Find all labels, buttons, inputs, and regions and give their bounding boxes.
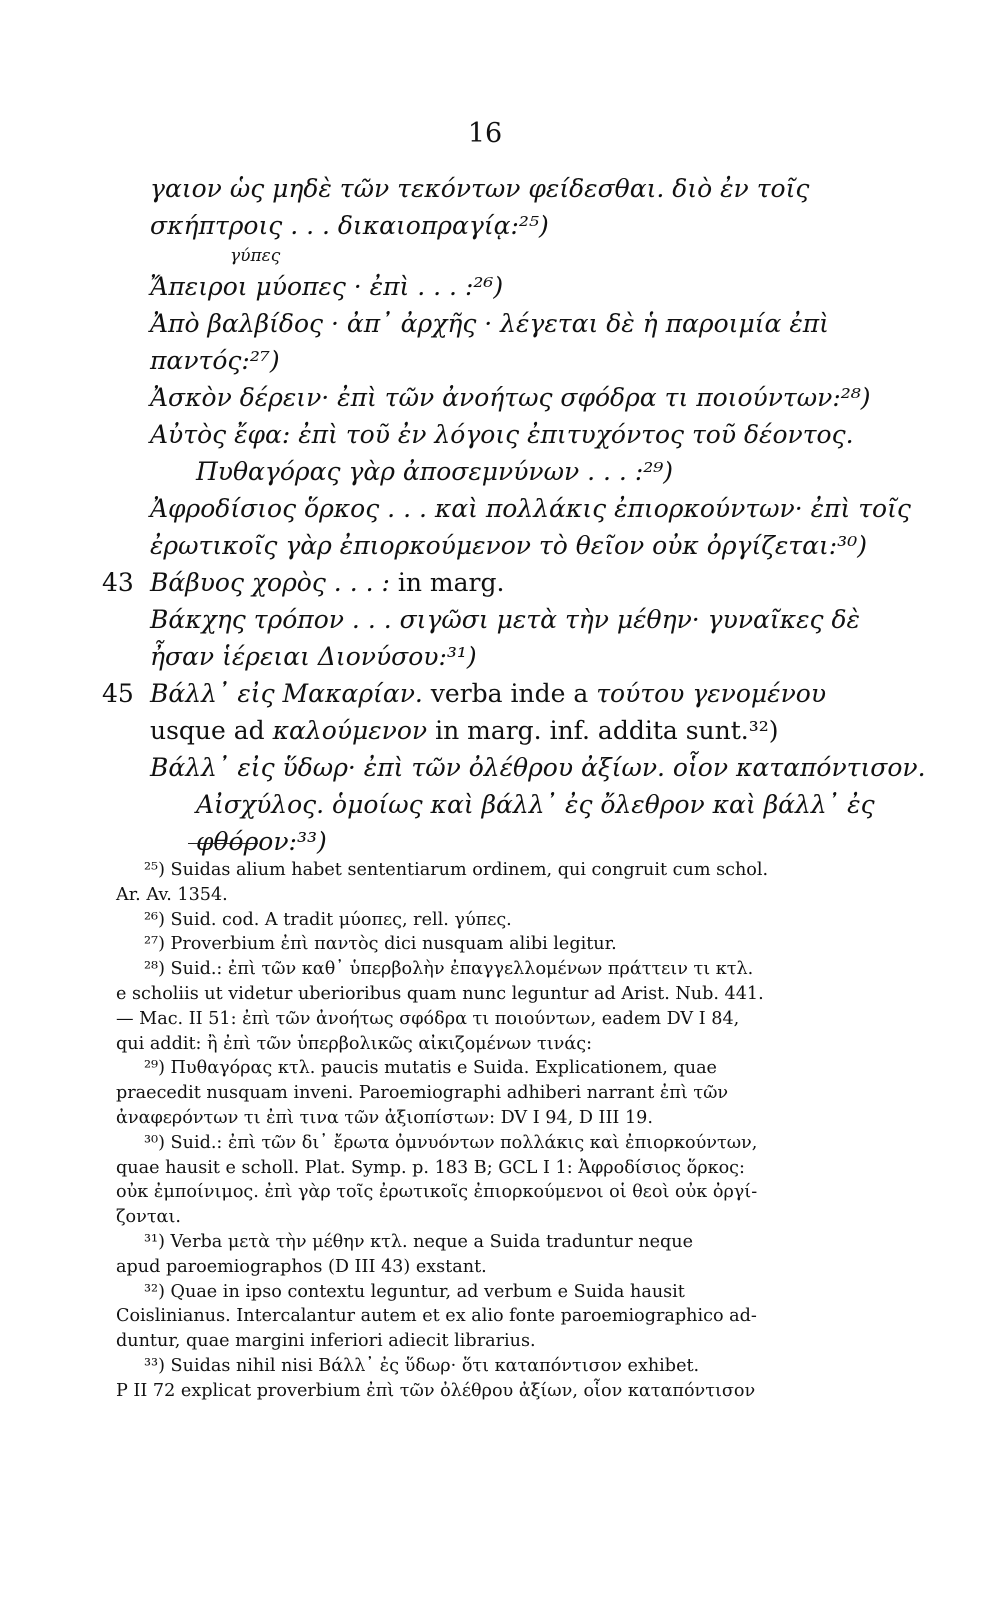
footnote-line: ³⁰) Suid.: ἐπὶ τῶν δι᾿ ἔρωτα ὀμνυόντων πολλάκις καὶ ἐπιορκούντων, xyxy=(144,1132,758,1153)
footnote-line: ²⁹) Πυθαγόρας κτλ. paucis mutatis e Suida. Explicationem, quae xyxy=(144,1058,717,1079)
text-line xyxy=(150,712,860,749)
text-line xyxy=(150,268,860,305)
latin-text: in marg. inf. addita sunt.³²) xyxy=(427,716,779,745)
latin-text: usque ad xyxy=(150,716,273,745)
footnote-line: οὐκ ἐμποίνιμος. ἐπὶ γὰρ τοῖς ἐρωτικοῖς ἐπιορκούμενοι οἱ θεοὶ οὐκ ὀργί- xyxy=(116,1182,758,1203)
greek-text: Πυθαγόρας γὰρ ἀποσεμνύνων . . . :²⁹) xyxy=(196,457,674,486)
greek-text: γύπες xyxy=(230,246,281,266)
greek-text: Ἀπὸ βαλβίδος · ἀπ᾿ ἀρχῆς · λέγεται δὲ ἡ παροιμία ἐπὶ xyxy=(150,309,829,338)
text-line xyxy=(150,342,860,379)
footnote-line: ³³) Suidas nihil nisi Βάλλ᾿ ἐς ὕδωρ· ὅτι καταπόντισον exhibet. xyxy=(144,1355,700,1376)
footnote-line: ζονται. xyxy=(116,1207,181,1228)
text-line xyxy=(150,305,860,342)
greek-text: παντός:²⁷) xyxy=(150,346,280,375)
footnote-line: praecedit nusquam inveni. Paroemiographi adhiberi narrant ἐπὶ τῶν xyxy=(116,1083,729,1104)
text-line xyxy=(150,527,867,564)
text-line xyxy=(150,823,860,860)
latin-text: verba inde a xyxy=(422,679,597,708)
footnote-line: ²⁸) Suid.: ἐπὶ τῶν καθ᾿ ὑπερβολὴν ἐπαγγελλομένων πράττειν τι κτλ. xyxy=(144,959,754,980)
text-line xyxy=(150,786,875,823)
footnote-line: Ar. Av. 1354. xyxy=(116,884,228,905)
text-line xyxy=(150,379,871,416)
text-line xyxy=(102,564,860,601)
greek-text: Αἰσχύλος. ὁμοίως καὶ βάλλ᾿ ἐς ὄλεθρον καὶ βάλλ᾿ ἐς xyxy=(196,790,875,819)
footnote-line: — Mac. II 51: ἐπὶ τῶν ἀνοήτως σφόδρα τι ποιούντων, eadem DV I 84, xyxy=(116,1008,740,1029)
text-line xyxy=(150,244,860,268)
page-number: 16 xyxy=(467,118,503,149)
greek-text: Ἀσκὸν δέρειν· ἐπὶ τῶν ἀνοήτως σφόδρα τι ποιούντων:²⁸) xyxy=(150,383,871,412)
greek-text: Βάκχης τρόπον . . . σιγῶσι μετὰ τὴν μέθην· γυναῖκες δὲ xyxy=(150,605,860,634)
greek-text: ἐρωτικοῖς γὰρ ἐπιορκούμενον τὸ θεῖον οὐκ ὀργίζεται:³⁰) xyxy=(150,531,867,560)
footnote-line: qui addit: ἢ ἐπὶ τῶν ὑπερβολικῶς αἰκιζομένων τινάς: xyxy=(116,1033,593,1054)
text-line xyxy=(150,416,860,453)
footnote-line: Coislinianus. Intercalantur autem et ex alio fonte paroemiographico ad- xyxy=(116,1306,757,1327)
main-text xyxy=(102,170,926,860)
text-line xyxy=(150,207,860,244)
greek-text: σκήπτροις . . . δικαιοπραγίᾳ:²⁵) xyxy=(150,211,549,240)
greek-text: γαιον ὡς μηδὲ τῶν τεκόντων φείδεσθαι. διὸ ἐν τοῖς xyxy=(150,174,810,203)
footnote-line: ²⁵) Suidas alium habet sententiarum ordinem, qui congruit cum schol. xyxy=(144,860,769,880)
footnote-line: ³¹) Verba μετὰ τὴν μέθην κτλ. neque a Suida traduntur neque xyxy=(144,1231,693,1252)
text-line xyxy=(102,675,860,712)
greek-text: Ἀφροδίσιος ὅρκος . . . καὶ πολλάκις ἐπιορκούντων· ἐπὶ τοῖς xyxy=(150,494,911,523)
greek-text: Ἄπειροι μύοπες · ἐπὶ . . . :²⁶) xyxy=(150,272,504,301)
footnote-rule xyxy=(188,843,258,844)
greek-text: καλούμενον xyxy=(272,716,428,745)
text-line xyxy=(150,490,911,527)
footnote-line: apud paroemiographos (D III 43) exstant. xyxy=(116,1256,487,1277)
text-line xyxy=(150,749,926,786)
greek-text: Βάλλ᾿ εἰς Μακαρίαν. xyxy=(150,679,423,708)
footnote-line: P II 72 explicat proverbium ἐπὶ τῶν ὀλέθρου ἀξίων, οἷον καταπόντισον xyxy=(116,1380,756,1401)
line-number: 45 xyxy=(102,679,134,708)
greek-text: Βάβυος χορὸς . . . : xyxy=(150,568,390,597)
footnotes xyxy=(116,858,828,1404)
footnote-line: ἀναφερόντων τι ἐπὶ τινα τῶν ἀξιοπίστων: DV I 94, D III 19. xyxy=(116,1107,653,1128)
greek-text: Βάλλ᾿ εἰς ὕδωρ· ἐπὶ τῶν ὀλέθρου ἀξίων. οἷον καταπόντισον. xyxy=(150,753,926,782)
footnote-line: e scholiis ut videtur uberioribus quam nunc leguntur ad Arist. Nub. 441. xyxy=(116,983,764,1004)
text-line xyxy=(150,453,860,490)
greek-text: Αὐτὸς ἔφα: ἐπὶ τοῦ ἐν λόγοις ἐπιτυχόντος τοῦ δέοντος. xyxy=(150,420,854,449)
greek-text: φθόρον:³³) xyxy=(196,827,327,856)
text-line xyxy=(150,601,860,638)
line-number: 43 xyxy=(102,568,134,597)
text-line xyxy=(150,170,860,207)
footnote-line: ²⁷) Proverbium ἐπὶ παντὸς dici nusquam alibi legitur. xyxy=(144,934,617,955)
text-line xyxy=(150,638,860,675)
latin-text: in marg. xyxy=(389,568,505,597)
footnote-line: duntur, quae margini inferiori adiecit librarius. xyxy=(116,1331,536,1352)
footnote-line: quae hausit e scholl. Plat. Symp. p. 183 B; GCL I 1: Ἀφροδίσιος ὅρκος: xyxy=(116,1157,745,1178)
footnote-line: ²⁶) Suid. cod. A tradit μύοπες, rell. γύπες. xyxy=(144,909,512,930)
greek-text: ἦσαν ἱέρειαι Διονύσου:³¹) xyxy=(150,642,477,671)
greek-text: τούτου γενομένου xyxy=(596,679,827,708)
footnote-line: ³²) Quae in ipso contextu leguntur, ad verbum e Suida hausit xyxy=(144,1281,685,1302)
